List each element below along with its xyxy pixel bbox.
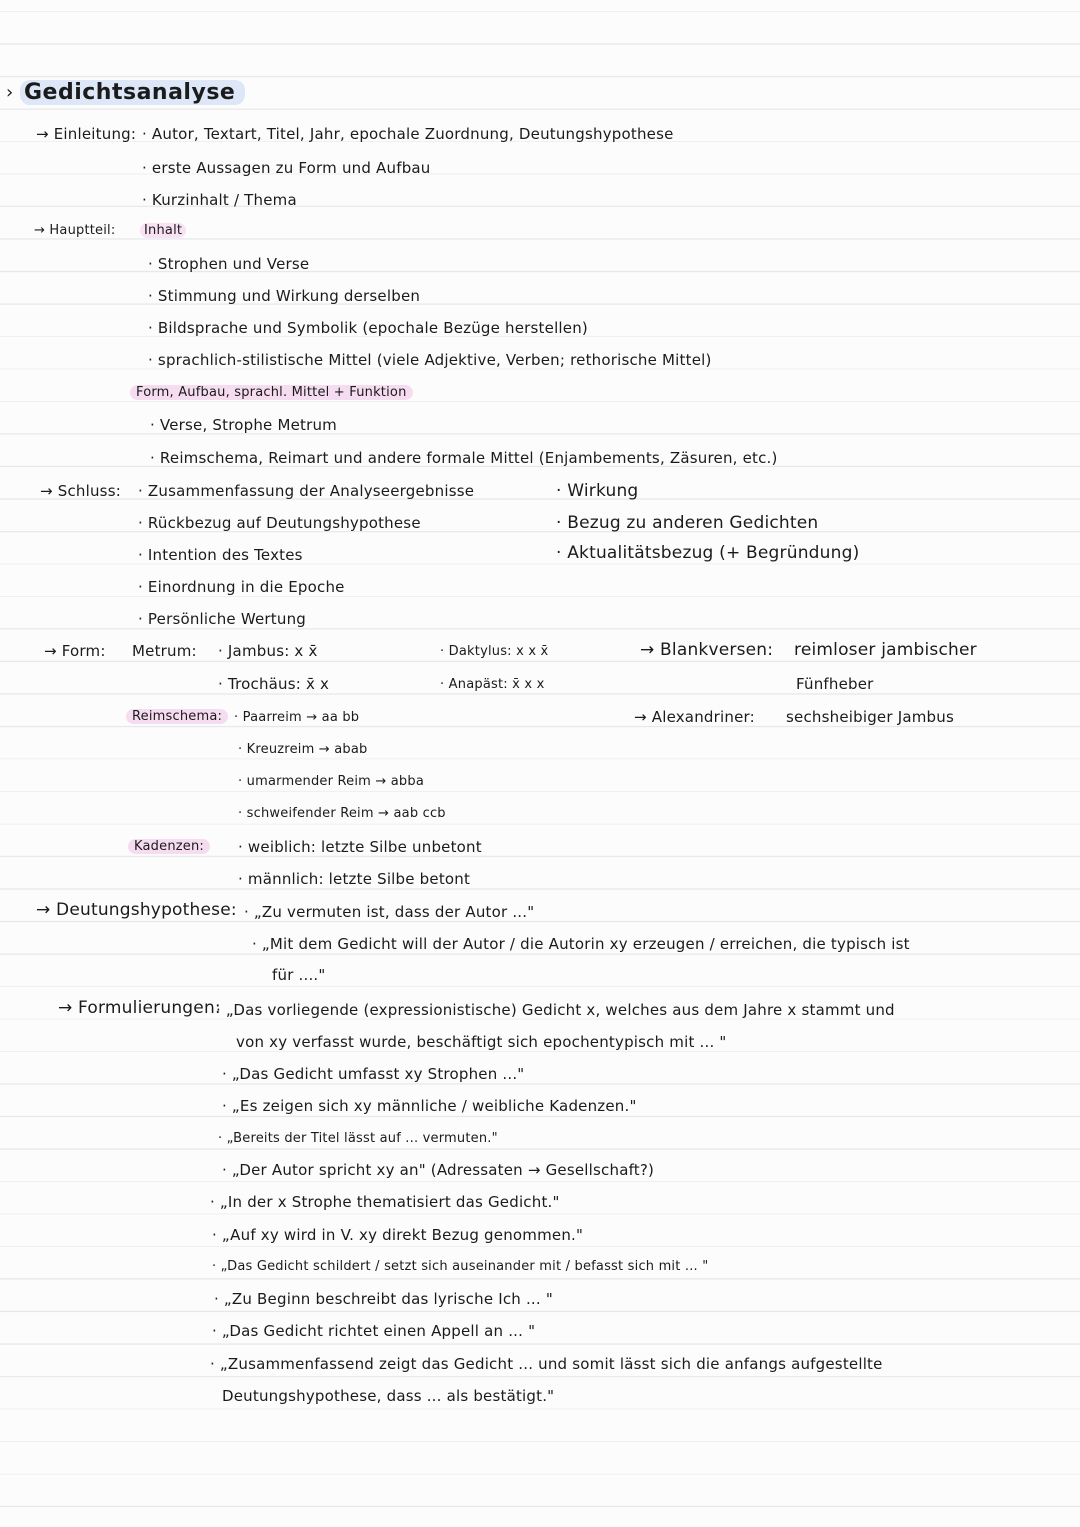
formulierung-line: · „Das Gedicht umfasst xy Strophen ..."	[222, 1065, 525, 1083]
metrum-item: · Anapäst: x̄ x x	[440, 677, 545, 692]
formulierung-line: · „Zu Beginn beschreibt das lyrische Ich ... "	[214, 1290, 553, 1308]
hauptteil-item: · Strophen und Verse	[148, 255, 310, 273]
reimschema-label	[126, 708, 228, 726]
formulierung-line: · „Auf xy wird in V. xy direkt Bezug genommen."	[212, 1226, 584, 1244]
alexandriner-label: → Alexandriner:	[634, 708, 755, 726]
hauptteil-item: · Verse, Strophe Metrum	[150, 416, 337, 434]
reimschema-item: · umarmender Reim → abba	[238, 774, 424, 789]
kadenzen-label	[128, 838, 210, 856]
formulierung-line: Deutungshypothese, dass ... als bestätigt."	[222, 1387, 555, 1405]
schluss-item: · Rückbezug auf Deutungshypothese	[138, 514, 421, 532]
page-title	[20, 80, 245, 105]
form-label: → Form:	[44, 642, 106, 660]
kadenzen-item: · weiblich: letzte Silbe unbetont	[238, 838, 482, 856]
formulierung-line: · „Bereits der Titel lässt auf ... vermuten."	[218, 1131, 498, 1146]
metrum-item: · Jambus: x x̄	[218, 642, 318, 660]
metrum-label: Metrum:	[132, 642, 197, 660]
einleitung-label: → Einleitung:	[36, 125, 137, 143]
formulierung-line: · „Das Gedicht schildert / setzt sich auseinander mit / befasst sich mit ... "	[212, 1259, 709, 1274]
title-marker: ›	[6, 82, 14, 103]
page-title-text: Gedichtsanalyse	[20, 80, 245, 105]
hauptteil-item: · sprachlich-stilistische Mittel (viele Adjektive, Verben; rethorische Mittel)	[148, 351, 712, 369]
kadenzen-item: · männlich: letzte Silbe betont	[238, 870, 471, 888]
formulierung-line: von xy verfasst wurde, beschäftigt sich epochentypisch mit ... "	[236, 1033, 727, 1051]
hauptteil-item: · Stimmung und Wirkung derselben	[148, 287, 421, 305]
schluss-item: · Persönliche Wertung	[138, 610, 306, 628]
metrum-item: · Daktylus: x x x̄	[440, 644, 549, 659]
schluss-item: · Einordnung in die Epoche	[138, 578, 345, 596]
metrum-item: · Trochäus: x̄ x	[218, 675, 330, 693]
hauptteil-item: · Bildsprache und Symbolik (epochale Bezüge herstellen)	[148, 319, 588, 337]
schluss-item: · Zusammenfassung der Analyseergebnisse	[138, 482, 475, 500]
schluss-item: · Intention des Textes	[138, 546, 303, 564]
schluss-right-item: · Wirkung	[556, 481, 639, 501]
formulierung-line: · „Es zeigen sich xy männliche / weibliche Kadenzen."	[222, 1097, 637, 1115]
schluss-label: → Schluss:	[40, 482, 121, 500]
reimschema-item: · schweifender Reim → aab ccb	[238, 806, 446, 821]
deutungshypothese-label: → Deutungshypothese:	[36, 900, 237, 920]
blankvers-text: Fünfheber	[796, 675, 874, 693]
formulierung-line: · „Das Gedicht richtet einen Appell an ... "	[212, 1322, 536, 1340]
blankvers-text: reimloser jambischer	[794, 640, 977, 660]
blankvers-label: → Blankversen:	[640, 640, 774, 660]
formulierung-line: · „Zusammenfassend zeigt das Gedicht ... und somit lässt sich die anfangs aufgestellte	[210, 1355, 883, 1373]
deutungshypothese-line: · „Zu vermuten ist, dass der Autor ..."	[244, 903, 535, 921]
hauptteil-sub-inhalt-text: Inhalt	[140, 223, 186, 238]
hauptteil-sub-inhalt	[140, 222, 186, 240]
deutungshypothese-line: · „Mit dem Gedicht will der Autor / die Autorin xy erzeugen / erreichen, die typisch ist	[252, 935, 910, 953]
einleitung-item: · Autor, Textart, Titel, Jahr, epochale Zuordnung, Deutungshypothese	[142, 125, 674, 143]
einleitung-item: · Kurzinhalt / Thema	[142, 191, 297, 209]
hauptteil-sub-form	[130, 384, 413, 402]
hauptteil-sub-form-text: Form, Aufbau, sprachl. Mittel + Funktion	[130, 385, 413, 400]
formulierungen-label: → Formulierungen:	[58, 998, 221, 1018]
einleitung-item: · erste Aussagen zu Form und Aufbau	[142, 159, 431, 177]
formulierung-line: · „Das vorliegende (expressionistische) Gedicht x, welches aus dem Jahre x stammt und	[216, 1001, 895, 1019]
kadenzen-label-text: Kadenzen:	[128, 839, 210, 854]
formulierung-line: · „Der Autor spricht xy an" (Adressaten → Gesellschaft?)	[222, 1161, 655, 1179]
deutungshypothese-line: für ...."	[272, 966, 326, 984]
schluss-right-item: · Bezug zu anderen Gedichten	[556, 513, 819, 533]
hauptteil-label: → Hauptteil:	[34, 223, 116, 238]
alexandriner-text: sechsheibiger Jambus	[786, 708, 954, 726]
formulierung-line: · „In der x Strophe thematisiert das Gedicht."	[210, 1193, 560, 1211]
hauptteil-item: · Reimschema, Reimart und andere formale Mittel (Enjambements, Zäsuren, etc.)	[150, 449, 778, 467]
reimschema-label-text: Reimschema:	[126, 709, 228, 724]
schluss-right-item: · Aktualitätsbezug (+ Begründung)	[556, 543, 860, 563]
reimschema-item: · Paarreim → aa bb	[234, 710, 360, 725]
reimschema-item: · Kreuzreim → abab	[238, 742, 368, 757]
